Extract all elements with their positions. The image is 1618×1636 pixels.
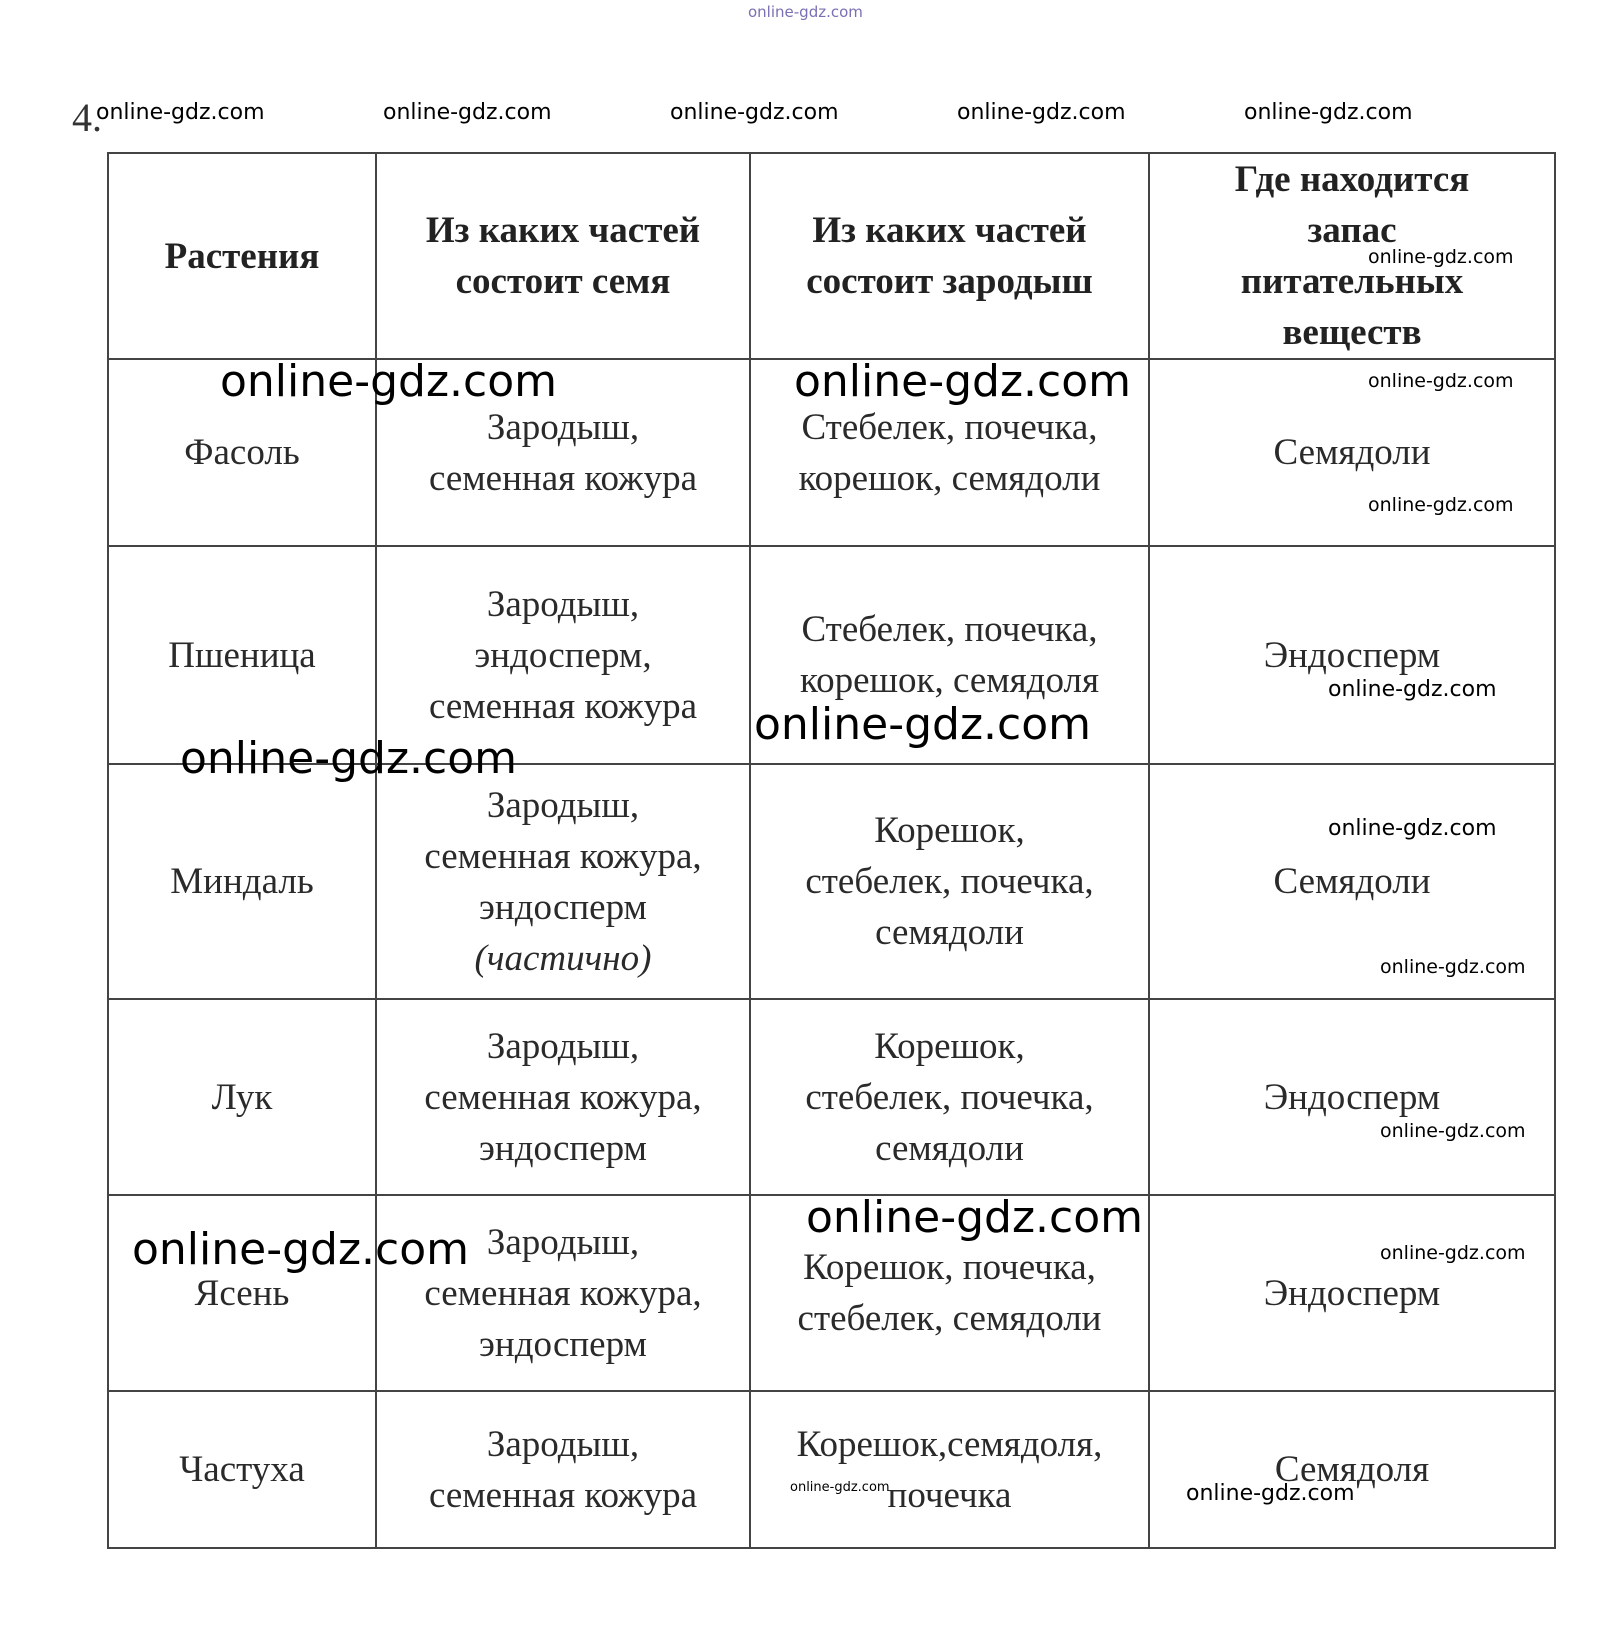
header-nutrient-store: Где находится запас питательных веществ: [1149, 153, 1555, 359]
watermark: online-gdz.com: [957, 100, 1126, 125]
seed-parts: Зародыш, семенная кожура: [376, 359, 750, 546]
seed-parts: Зародыш, семенная кожура: [376, 1391, 750, 1548]
embryo-parts: Корешок, стебелек, почечка, семядоли: [750, 764, 1149, 999]
watermark: online-gdz.com: [1368, 494, 1514, 516]
seed-parts: Зародыш, эндосперм, семенная кожура: [376, 546, 750, 764]
watermark: online-gdz.com: [790, 1480, 890, 1495]
embryo-parts: Корешок, стебелек, почечка, семядоли: [750, 999, 1149, 1195]
plant-name: Частуха: [108, 1391, 376, 1548]
seed-parts-cell: [376, 764, 750, 999]
header-embryo-parts: Из каких частей состоит зародыш: [750, 153, 1149, 359]
watermark: online-gdz.com: [1380, 1242, 1526, 1264]
nutrient-store: Эндосперм: [1149, 1195, 1555, 1391]
watermark: online-gdz.com: [794, 356, 1132, 407]
table-row: [108, 764, 1555, 999]
watermark: online-gdz.com: [180, 733, 518, 784]
table-row: [108, 999, 1555, 1195]
watermark: online-gdz.com: [1186, 1481, 1355, 1506]
watermark: online-gdz.com: [1368, 246, 1514, 268]
nutrient-store: Семядоли: [1149, 359, 1555, 546]
watermark: online-gdz.com: [383, 100, 552, 125]
embryo-parts: Стебелек, почечка, корешок, семядоля: [750, 546, 1149, 764]
nutrient-store: Эндосперм: [1149, 999, 1555, 1195]
plant-name: Фасоль: [108, 359, 376, 546]
watermark: online-gdz.com: [220, 356, 558, 407]
watermark: online-gdz.com: [1244, 100, 1413, 125]
table-header-row: [108, 153, 1555, 359]
plant-name: Миндаль: [108, 764, 376, 999]
embryo-parts: Корешок,семядоля, почечка: [750, 1391, 1149, 1548]
watermark: online-gdz.com: [754, 699, 1092, 750]
watermark: online-gdz.com: [132, 1224, 470, 1275]
seed-parts-note: (частично): [474, 937, 652, 979]
plant-name: Пшеница: [108, 546, 376, 764]
watermark: online-gdz.com: [1328, 816, 1497, 841]
watermark: online-gdz.com: [748, 3, 863, 21]
header-seed-parts: Из каких частей состоит семя: [376, 153, 750, 359]
table-row: [108, 1391, 1555, 1548]
embryo-parts: Корешок, почечка, стебелек, семядоли: [750, 1195, 1149, 1391]
seed-parts: Зародыш, семенная кожура, эндосперм: [376, 999, 750, 1195]
task-number: 4.: [72, 95, 102, 140]
plant-name: Лук: [108, 999, 376, 1195]
watermark: online-gdz.com: [96, 100, 265, 125]
nutrient-store: Семядоли: [1149, 764, 1555, 999]
embryo-parts: Стебелек, почечка, корешок, семядоли: [750, 359, 1149, 546]
watermark: online-gdz.com: [806, 1192, 1144, 1243]
seed-parts: Зародыш, семенная кожура, эндосперм: [376, 1195, 750, 1391]
watermark: online-gdz.com: [670, 100, 839, 125]
header-plants: Растения: [108, 153, 376, 359]
nutrient-store: Семядоля: [1149, 1391, 1555, 1548]
nutrient-store: Эндосперм: [1149, 546, 1555, 764]
seed-parts: Зародыш, семенная кожура, эндосперм: [424, 784, 702, 928]
watermark: online-gdz.com: [1380, 1120, 1526, 1142]
watermark: online-gdz.com: [1368, 370, 1514, 392]
watermark: online-gdz.com: [1380, 956, 1526, 978]
plant-name: Ясень: [108, 1195, 376, 1391]
watermark: online-gdz.com: [1328, 677, 1497, 702]
